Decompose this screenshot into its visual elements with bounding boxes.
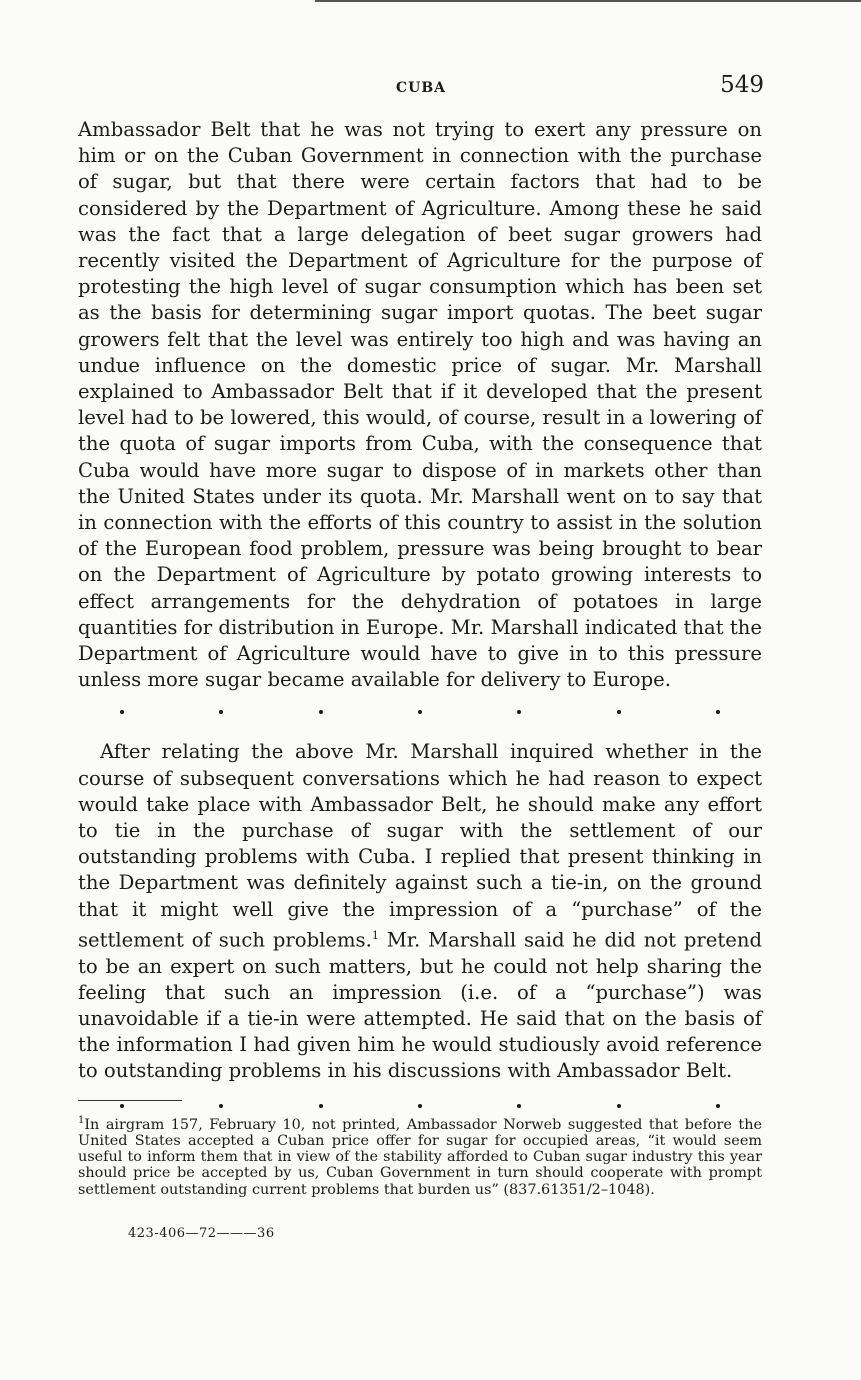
ellipsis-divider xyxy=(78,695,762,729)
page-number: 549 xyxy=(720,72,764,98)
footnote xyxy=(78,1113,762,1198)
paragraph-1: Ambassador Belt that he was not trying to exert any pressure on him or on the Cuban Government in connection with the purchase of sugar, but that there were certain factors that had to be considered by the Department of Agriculture. Among these he said was the fact that a large delegation of beet sugar growers had recently visited the Department of Agriculture for the purpose of protesting the high level of sugar consumption which has been set as the basis for determining sugar import quotas. The beet sugar growers felt that the level was entirely too high and was having an undue influence on the domestic price of sugar. Mr. Marshall explained to Ambassador Belt that if it developed that the present level had to be lowered, this would, of course, result in a lowering of the quota of sugar imports from Cuba, with the consequence that Cuba would have more sugar to dispose of in markets other than the United States under its quota. Mr. Marshall went on to say that in connection with the efforts of this country to assist in the solution of the European food problem, pressure was being brought to bear on the Department of Agriculture by potato growing interests to effect arrangements for the dehydration of potatoes in large quantities for distribution in Europe. Mr. Marshall indicated that the Department of Agriculture would have to give in to this pressure unless more sugar became available for delivery to Europe. xyxy=(78,118,762,692)
footnote-rule xyxy=(78,1100,182,1101)
footnote-text: In airgram 157, February 10, not printed, Ambassador Norweb suggested that before the United States accepted a Cuban price offer for sugar for occupied areas, “it would seem useful to inform them that in view of the stability afforded to Cuban sugar industry this year should price be accepted by us, Cuban Government in turn should cooperate with prompt settlement outstanding current problems that burden us” (837.61351/2–1048). xyxy=(78,1116,762,1198)
running-head: CUBA xyxy=(395,80,447,96)
top-rule xyxy=(315,0,861,2)
footnote-reference: 1 xyxy=(371,928,379,942)
paragraph-2-continuation: Mr. Marshall said he did not pretend to be an expert on such matters, but he could not help sharing the feeling that such an impression (i.e. of a “purchase”) was unavoidable if a tie-in were attempted. He said that on the basis of the information I had given him he would studiously avoid reference to outstanding problems in his discussions with Ambassador Belt. xyxy=(78,928,762,1083)
print-code: 423-406—72———36 xyxy=(128,1226,275,1241)
body-text xyxy=(78,117,762,1123)
paragraph-2 xyxy=(78,739,762,1084)
paragraph-2-text: After relating the above Mr. Marshall inquired whether in the course of subsequent conversations which he had reason to expect would take place with Ambassador Belt, he should make any effort to tie in the purchase of sugar with the settlement of our outstanding problems with Cuba. I replied that present thinking in the Department was definitely against such a tie-in, on the ground that it might well give the impression of a “purchase” of the settlement of such problems. xyxy=(78,740,762,952)
footnote-marker: 1 xyxy=(78,1115,85,1126)
page-header xyxy=(78,72,764,106)
